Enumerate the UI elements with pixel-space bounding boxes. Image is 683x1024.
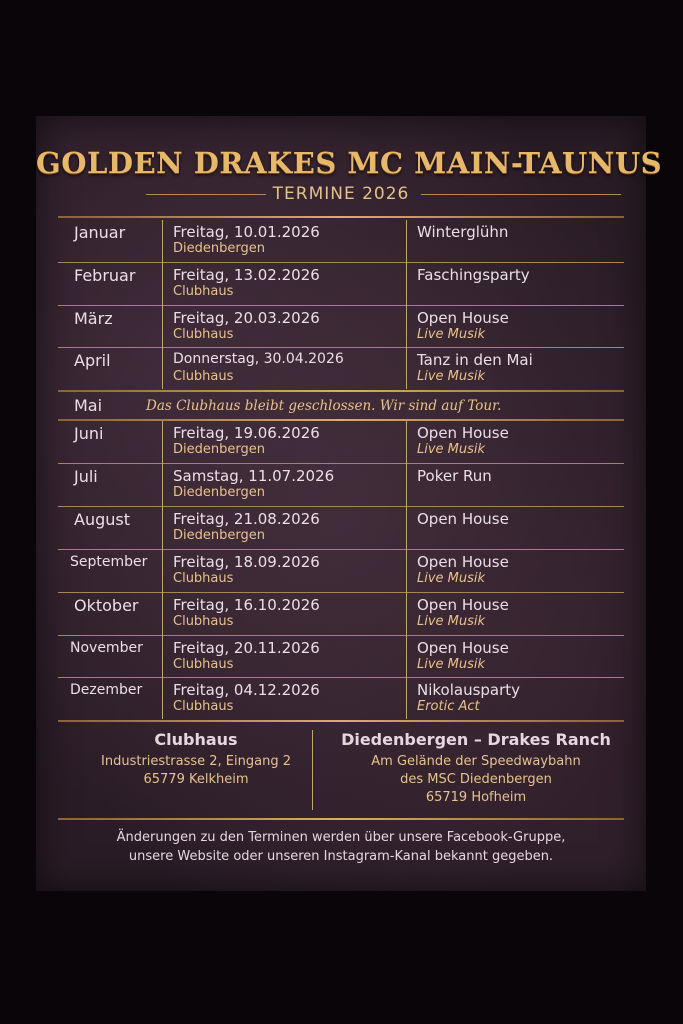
place-label: Diedenbergen <box>173 442 265 457</box>
schedule-table <box>36 116 663 726</box>
table-row <box>58 219 624 261</box>
date-label: Freitag, 21.08.2026 <box>173 510 320 528</box>
table-top-rule <box>58 216 624 218</box>
month-label: Juli <box>74 467 98 486</box>
place-label: Clubhaus <box>173 327 234 342</box>
event-label: Open House <box>417 596 509 614</box>
event-sub-label: Live Musik <box>417 614 486 629</box>
place-label: Clubhaus <box>173 284 234 299</box>
table-row <box>58 463 624 505</box>
month-label: Dezember <box>70 682 143 698</box>
table-row <box>58 420 624 462</box>
place-label: Clubhaus <box>173 369 234 384</box>
month-label: Oktober <box>74 596 139 615</box>
place-label: Diedenbergen <box>173 528 265 543</box>
month-label: Juni <box>74 424 104 443</box>
place-label: Clubhaus <box>173 571 234 586</box>
place-label: Clubhaus <box>173 657 234 672</box>
column-divider <box>162 421 163 719</box>
column-divider <box>406 220 407 389</box>
date-label: Samstag, 11.07.2026 <box>173 467 335 485</box>
month-label: Mai <box>74 396 103 415</box>
table-row <box>58 549 624 591</box>
month-label: November <box>70 640 143 656</box>
ranch-title: Diedenbergen – Drakes Ranch <box>341 730 611 749</box>
event-sub-label: Live Musik <box>417 327 486 342</box>
month-label: April <box>74 351 111 370</box>
event-sub-label: Live Musik <box>417 369 486 384</box>
event-sub-label: Erotic Act <box>417 699 480 714</box>
month-label: September <box>70 554 148 570</box>
table-row <box>58 347 624 389</box>
event-label: Winterglühn <box>417 223 509 241</box>
date-label: Freitag, 19.06.2026 <box>173 424 320 442</box>
schedule-panel <box>36 116 663 891</box>
event-label: Tanz in den Mai <box>417 351 533 369</box>
page-subtitle: TERMINE 2026 <box>272 184 410 204</box>
date-label: Donnerstag, 30.04.2026 <box>173 351 344 367</box>
place-label: Diedenbergen <box>173 485 265 500</box>
ranch-address-line: Am Gelände der Speedwaybahn <box>371 754 581 769</box>
event-label: Open House <box>417 309 509 327</box>
locations-divider <box>312 730 313 810</box>
date-label: Freitag, 04.12.2026 <box>173 681 320 699</box>
month-label: August <box>74 510 130 529</box>
event-sub-label: Live Musik <box>417 571 486 586</box>
date-label: Freitag, 13.02.2026 <box>173 266 320 284</box>
event-label: Open House <box>417 510 509 528</box>
month-label: März <box>74 309 113 328</box>
page-title: GOLDEN DRAKES MC MAIN-TAUNUS <box>36 146 663 180</box>
date-label: Freitag, 20.03.2026 <box>173 309 320 327</box>
event-label: Poker Run <box>417 467 492 485</box>
date-label: Freitag, 20.11.2026 <box>173 639 320 657</box>
table-row <box>58 305 624 347</box>
event-sub-label: Live Musik <box>417 442 486 457</box>
date-label: Freitag, 16.10.2026 <box>173 596 320 614</box>
date-label: Freitag, 18.09.2026 <box>173 553 320 571</box>
table-row <box>58 635 624 677</box>
ranch-address-line: 65719 Hofheim <box>425 790 527 805</box>
place-label: Clubhaus <box>173 614 234 629</box>
month-label: Februar <box>74 266 136 285</box>
footer-rule <box>58 818 624 820</box>
column-divider <box>162 220 163 389</box>
ranch-address-line: des MSC Diedenbergen <box>400 772 552 787</box>
closure-notice: Das Clubhaus bleibt geschlossen. Wir sind auf Tour. <box>146 398 502 414</box>
column-divider <box>406 421 407 719</box>
table-row <box>58 506 624 548</box>
event-label: Open House <box>417 424 509 442</box>
event-label: Open House <box>417 639 509 657</box>
table-bottom-rule <box>58 720 624 722</box>
table-row <box>58 262 624 304</box>
event-sub-label: Live Musik <box>417 657 486 672</box>
clubhaus-address-line: Industriestrasse 2, Eingang 2 <box>101 754 291 769</box>
clubhaus-title: Clubhaus <box>154 730 238 749</box>
month-label: Januar <box>74 223 126 242</box>
date-label: Freitag, 10.01.2026 <box>173 223 320 241</box>
place-label: Clubhaus <box>173 699 234 714</box>
event-label: Faschingsparty <box>417 266 530 284</box>
place-label: Diedenbergen <box>173 241 265 256</box>
table-row <box>58 677 624 719</box>
event-label: Nikolausparty <box>417 681 521 699</box>
footer-note-line: Änderungen zu den Terminen werden über unsere Facebook-Gruppe, <box>116 830 566 845</box>
footer-note-line: unsere Website oder unseren Instagram-Kanal bekannt gegeben. <box>128 849 554 864</box>
table-row <box>58 592 624 634</box>
event-label: Open House <box>417 553 509 571</box>
clubhaus-address-line: 65779 Kelkheim <box>143 772 249 787</box>
